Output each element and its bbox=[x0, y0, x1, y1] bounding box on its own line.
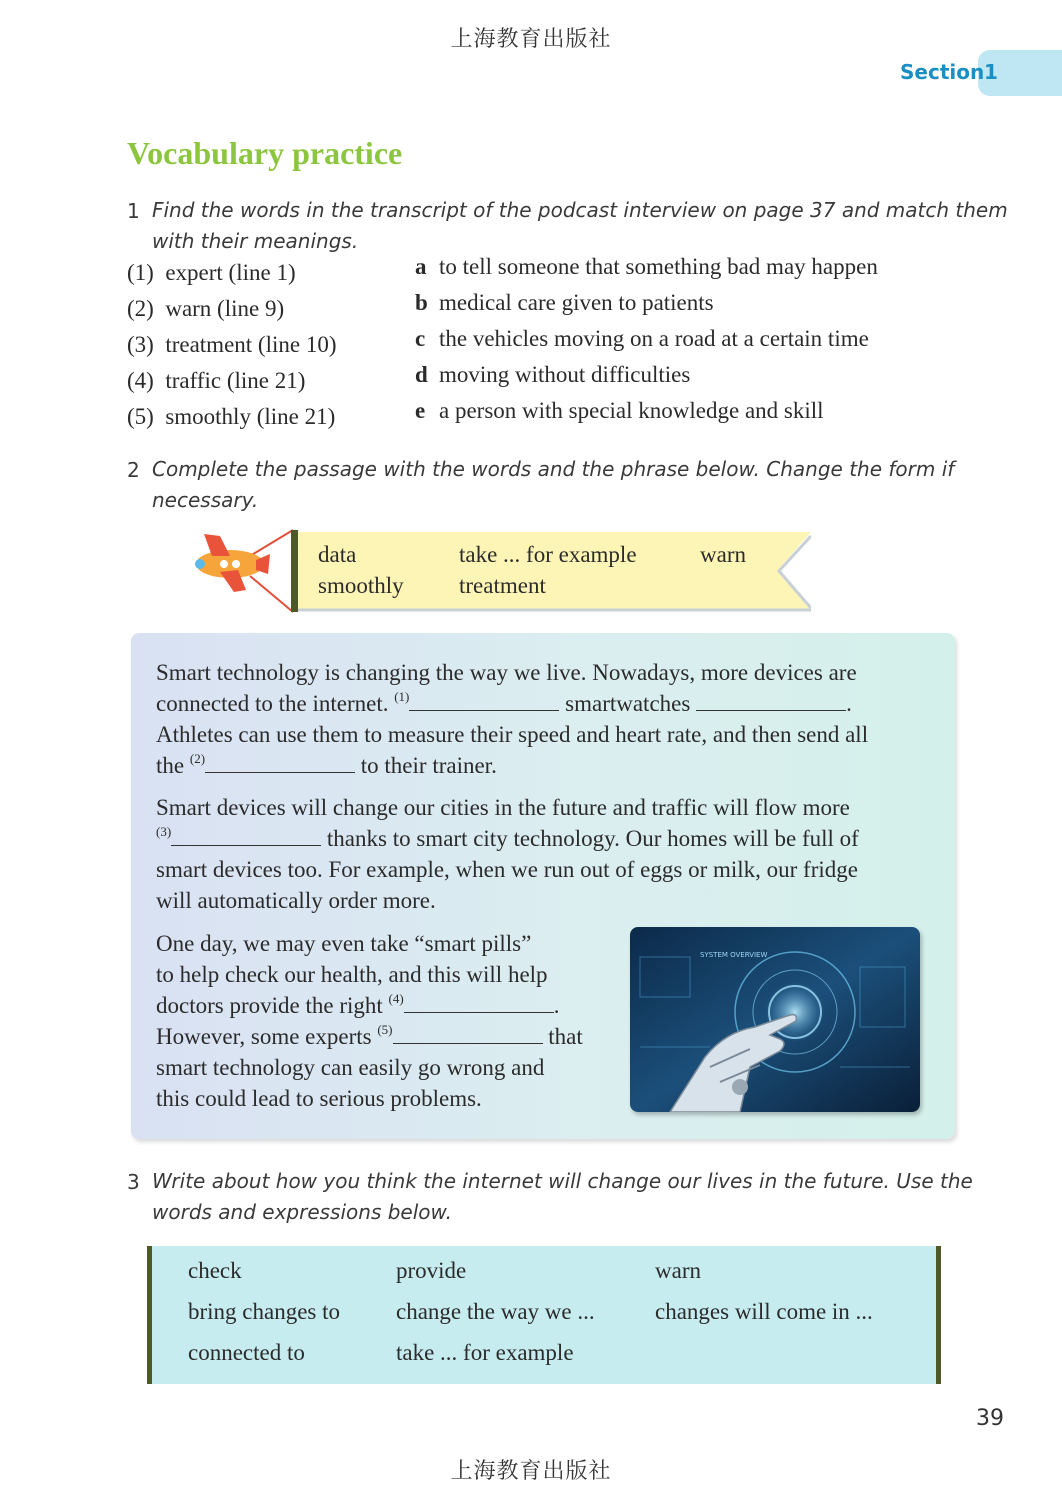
word-number: (2) bbox=[127, 296, 154, 321]
blank-4[interactable] bbox=[404, 994, 554, 1013]
meaning-text: medical care given to patients bbox=[439, 290, 714, 315]
word-item bbox=[127, 399, 336, 435]
blank-5[interactable] bbox=[393, 1025, 543, 1044]
expression-item: bring changes to bbox=[188, 1299, 341, 1324]
meaning-letter: c bbox=[415, 326, 426, 351]
expression-item: check bbox=[188, 1258, 242, 1283]
word-number: (4) bbox=[127, 368, 154, 393]
expressions-box bbox=[147, 1246, 941, 1384]
meaning-letter: b bbox=[415, 290, 428, 315]
word-number: (1) bbox=[127, 260, 154, 285]
passage-line bbox=[156, 993, 559, 1019]
word-text: treatment (line 10) bbox=[165, 332, 337, 357]
passage-text: Athletes can use them to measure their speed and heart rate, and then send all bbox=[156, 722, 869, 747]
passage-line bbox=[156, 795, 850, 821]
passage-text: doctors provide the right bbox=[156, 993, 383, 1018]
instruction-line: words and expressions below. bbox=[152, 1200, 452, 1224]
passage-text: thanks to smart city technology. Our homes will be full of bbox=[326, 826, 859, 851]
airplane-icon bbox=[190, 526, 300, 616]
exercise-3-number: 3 bbox=[127, 1170, 140, 1194]
word-bank-item: warn bbox=[700, 542, 746, 567]
passage-text: . bbox=[553, 993, 560, 1018]
meaning-letter: e bbox=[415, 398, 426, 423]
passage-text: smartwatches bbox=[565, 691, 691, 716]
word-text: smoothly (line 21) bbox=[165, 404, 336, 429]
blank-1b[interactable] bbox=[696, 692, 846, 711]
word-bank-item: treatment bbox=[459, 573, 546, 598]
word-text: expert (line 1) bbox=[165, 260, 296, 285]
word-bank-item: take ... for example bbox=[459, 542, 637, 567]
word-item bbox=[127, 255, 336, 291]
passage-text: Smart devices will change our cities in the future and traffic will flow more bbox=[156, 795, 850, 820]
section-number: 1 bbox=[984, 60, 998, 84]
passage-text: that bbox=[548, 1024, 583, 1049]
left-bar bbox=[147, 1246, 152, 1384]
passage-text: smart devices too. For example, when we run out of eggs or milk, our fridge bbox=[156, 857, 858, 882]
instruction-line: Write about how you think the internet will change our lives in the future. Use the bbox=[152, 1169, 973, 1193]
page-number: 39 bbox=[976, 1406, 1004, 1431]
publisher-header: 上海教育出版社 bbox=[450, 27, 612, 52]
robot-hand-image bbox=[630, 927, 920, 1112]
passage-text: One day, we may even take “smart pills” bbox=[156, 931, 532, 956]
instruction-line: Find the words in the transcript of the podcast interview on page 37 and match them bbox=[152, 198, 1008, 222]
blank-2[interactable] bbox=[205, 754, 355, 773]
word-number: (5) bbox=[127, 404, 154, 429]
blank-1[interactable] bbox=[409, 692, 559, 711]
exercise-2-instruction bbox=[152, 454, 954, 516]
meaning-item bbox=[415, 393, 878, 429]
meaning-letter: d bbox=[415, 362, 428, 387]
word-number: (3) bbox=[127, 332, 154, 357]
right-bar bbox=[936, 1246, 941, 1384]
blank-number: (2) bbox=[189, 751, 206, 766]
passage-line bbox=[156, 1086, 482, 1112]
meaning-list bbox=[415, 249, 878, 429]
passage-text: the bbox=[156, 753, 185, 778]
meaning-text: a person with special knowledge and skill bbox=[439, 398, 824, 423]
passage-line bbox=[156, 660, 857, 686]
passage-text: connected to the internet. bbox=[156, 691, 389, 716]
passage-text: to their trainer. bbox=[360, 753, 497, 778]
word-bank-item: smoothly bbox=[318, 573, 404, 598]
word-text: traffic (line 21) bbox=[165, 368, 306, 393]
passage-line bbox=[156, 888, 436, 914]
page-title: Vocabulary practice bbox=[127, 135, 403, 171]
exercise-1-number: 1 bbox=[127, 199, 140, 223]
meaning-text: the vehicles moving on a road at a certain time bbox=[439, 326, 869, 351]
meaning-text: to tell someone that something bad may happen bbox=[439, 254, 878, 279]
passage-line bbox=[156, 1024, 583, 1050]
blank-number: (5) bbox=[377, 1022, 393, 1037]
publisher-footer: 上海教育出版社 bbox=[450, 1459, 612, 1484]
passage-text: to help check our health, and this will help bbox=[156, 962, 548, 987]
exercise-1-instruction bbox=[152, 195, 1008, 257]
instruction-line: necessary. bbox=[152, 488, 259, 512]
passage-text: However, some experts bbox=[156, 1024, 372, 1049]
passage-text: this could lead to serious problems. bbox=[156, 1086, 482, 1111]
passage-line bbox=[156, 857, 858, 883]
meaning-item bbox=[415, 321, 878, 357]
passage-line bbox=[156, 962, 548, 988]
passage-text: . bbox=[846, 691, 852, 716]
passage-line bbox=[156, 691, 852, 717]
passage-line bbox=[156, 753, 497, 779]
instruction-line: with their meanings. bbox=[152, 229, 359, 253]
image-caption: SYSTEM OVERVIEW bbox=[700, 951, 768, 959]
meaning-item bbox=[415, 285, 878, 321]
passage-text: Smart technology is changing the way we live. Nowadays, more devices are bbox=[156, 660, 857, 685]
instruction-line: Complete the passage with the words and the phrase below. Change the form if bbox=[152, 457, 955, 481]
expression-item: provide bbox=[396, 1258, 467, 1283]
blank-3[interactable] bbox=[171, 827, 321, 846]
expression-item: warn bbox=[655, 1258, 701, 1283]
passage-text: will automatically order more. bbox=[156, 888, 436, 913]
expression-item: changes will come in ... bbox=[655, 1299, 873, 1324]
blank-number: (3) bbox=[156, 824, 172, 839]
word-bank bbox=[291, 530, 811, 612]
meaning-letter: a bbox=[415, 254, 427, 279]
robot-hand-illustration bbox=[630, 927, 920, 1112]
passage-text: smart technology can easily go wrong and bbox=[156, 1055, 545, 1080]
word-item bbox=[127, 363, 336, 399]
exercise-2-number: 2 bbox=[127, 458, 140, 482]
word-text: warn (line 9) bbox=[165, 296, 285, 321]
expression-item: take ... for example bbox=[396, 1340, 574, 1365]
word-list bbox=[127, 255, 336, 435]
blank-number: (1) bbox=[394, 689, 410, 704]
meaning-item bbox=[415, 357, 878, 393]
word-item bbox=[127, 291, 336, 327]
passage-line bbox=[156, 826, 859, 852]
section-label: Section bbox=[900, 60, 985, 84]
word-item bbox=[127, 327, 336, 363]
passage-line bbox=[156, 1055, 544, 1081]
word-bank-item: data bbox=[318, 542, 357, 567]
passage-line bbox=[156, 722, 868, 748]
expression-item: change the way we ... bbox=[396, 1299, 595, 1324]
meaning-item bbox=[415, 249, 878, 285]
exercise-3-instruction bbox=[152, 1166, 973, 1228]
meaning-text: moving without difficulties bbox=[439, 362, 691, 387]
expression-item: connected to bbox=[188, 1340, 305, 1365]
blank-number: (4) bbox=[388, 991, 404, 1006]
passage-line bbox=[156, 931, 531, 957]
